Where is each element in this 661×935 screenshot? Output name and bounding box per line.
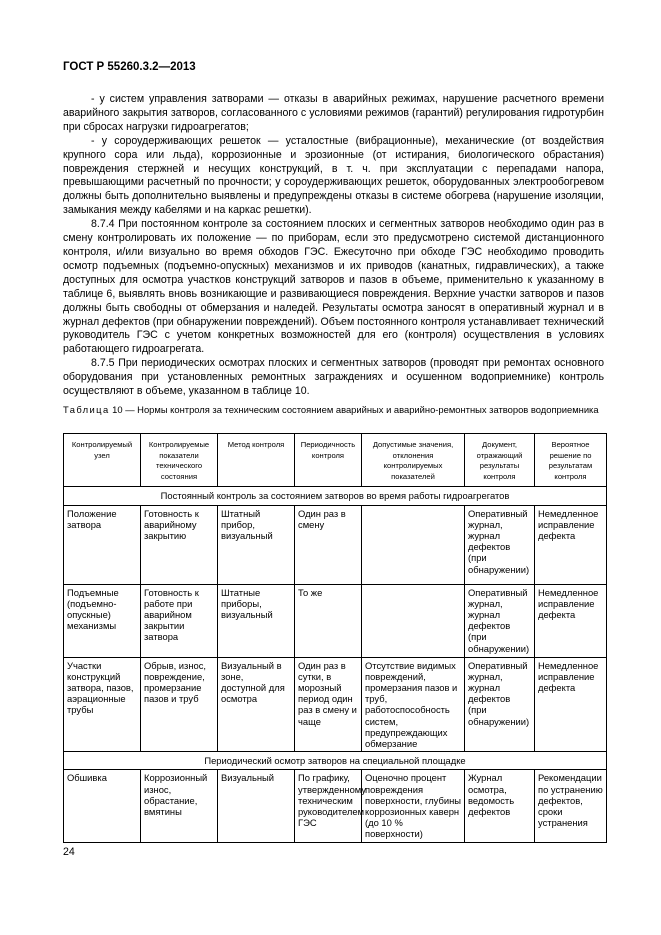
- table-row: [64, 584, 607, 657]
- table-row: [64, 770, 607, 843]
- table-caption-text: 10 — Нормы контроля за техническим состоянием аварийных и аварийно-ремонтных затворов водоприемника: [112, 404, 599, 415]
- paragraph: - у систем управления затворами — отказы в аварийных режимах, нарушение расчетного времени аварийного закрытия затворов, согласованного с условиями режимов (гарантий) регулирования гидротурбин при сбросах нагрузки гидроагрегатов;: [63, 93, 604, 133]
- table-cell: Немедленное исправление дефекта: [535, 657, 607, 752]
- table-cell: Журнал осмотра, ведомость дефектов: [465, 770, 535, 843]
- header-cell: Периодичность контроля: [295, 434, 362, 487]
- table-cell: Визуальный: [218, 770, 295, 843]
- header-cell: Допустимые значения, отклонения контролируемых показателей: [362, 434, 465, 487]
- page-number: 24: [63, 846, 75, 858]
- header-cell: Контролируемый узел: [64, 434, 141, 487]
- table-row: [64, 657, 607, 752]
- table-cell: [362, 505, 465, 584]
- table-caption-label: Таблица: [63, 404, 110, 415]
- table-caption: [63, 404, 606, 416]
- section-title: Периодический осмотр затворов на специальной площадке: [64, 752, 607, 770]
- section-row: [64, 752, 607, 770]
- document-code: ГОСТ Р 55260.3.2—2013: [63, 61, 196, 73]
- table-cell: По графику, утвержденному техническим руководителем ГЭС: [295, 770, 362, 843]
- table-cell: Немедленное исправление дефекта: [535, 505, 607, 584]
- table-cell: Готовность к работе при аварийном закрытии затвора: [141, 584, 218, 657]
- table-header-row: [64, 434, 607, 487]
- header-cell: Метод контроля: [218, 434, 295, 487]
- table-cell: Немедленное исправление дефекта: [535, 584, 607, 657]
- table-cell: Обшивка: [64, 770, 141, 843]
- table-row: [64, 505, 607, 584]
- control-norms-table: [63, 433, 607, 843]
- table-cell: Штатные приборы, визуальный: [218, 584, 295, 657]
- paragraph: 8.7.4 При постоянном контроле за состоянием плоских и сегментных затворов необходимо один раз в смену контролировать их положение — по приборам, если это предусмотрено системой дистанционного контроля, и/или визуально во время обходов ГЭС. Ежесуточно при обходе ГЭС необходимо проводить осмотр подъемных (подъемно-опускных) механизмов и их приводов (канатных, гидравлических), а также доступных для осмотра участков конструкций затворов и пазов в объеме, применительно к указанному в таблице 6, выявлять вновь возникающие и развивающиеся повреждения. Верхние участки затворов и пазов должны быть свободны от обмерзания и наледей. Результаты осмотра заносят в оперативный журнал и в журнал дефектов (при обнаружении повреждений). Объем постоянного контроля устанавливает технический руководитель ГЭС с учетом конкретных возможностей для его (контроля) осуществления в условиях работающего гидроагрегата.: [63, 218, 604, 356]
- table-cell: Один раз в смену: [295, 505, 362, 584]
- table-cell: Отсутствие видимых повреждений, промерзания пазов и труб, работоспособность систем, предупреждающих обмерзание: [362, 657, 465, 752]
- table-cell: Штатный прибор, визуальный: [218, 505, 295, 584]
- paragraph: 8.7.5 При периодических осмотрах плоских и сегментных затворов (проводят при ремонтах основного оборудования при установленных ремонтных заграждениях и осушенном водоприемнике) контроль осуществляют в объеме, указанном в таблице 10.: [63, 357, 604, 398]
- table-cell: Оперативный журнал, журнал дефектов (при обнаружении): [465, 505, 535, 584]
- table-cell: Визуальный в зоне, доступной для осмотра: [218, 657, 295, 752]
- paragraph: - у сороудерживающих решеток — усталостные (вибрационные), механические (от воздействия крупного сора или льда), коррозионные и эрозионные (от истирания, биологического обрастания) повреждения стержней и несущих конструкций, в т. ч. при эксплуатации с перепадами напора, превышающими расчетный по прочности; у сороудерживающих решеток, оборудованных электрообогревом должны быть дополнительно выявлены и предупреждены отказы в системе обогрева (нарушение изоляции, замыкания между кабелями и на каркас решетки).: [63, 134, 604, 217]
- table-cell: Обрыв, износ, повреждение, промерзание пазов и труб: [141, 657, 218, 752]
- section-title: Постоянный контроль за состоянием затворов во время работы гидроагрегатов: [64, 487, 607, 505]
- table-cell: Подъемные (подъемно-опускные) механизмы: [64, 584, 141, 657]
- table-cell: Оперативный журнал, журнал дефектов (при обнаружении): [465, 657, 535, 752]
- header-cell: Документ, отражающий результаты контроля: [465, 434, 535, 487]
- table-cell: То же: [295, 584, 362, 657]
- header-cell: Вероятное решение по результатам контроля: [535, 434, 607, 487]
- table-cell: Один раз в сутки, в морозный период один раз в смену и чаще: [295, 657, 362, 752]
- table-cell: Оперативный журнал, журнал дефектов (при обнаружении): [465, 584, 535, 657]
- table-cell: Участки конструкций затвора, пазов, аэрационные трубы: [64, 657, 141, 752]
- table-cell: [362, 584, 465, 657]
- table-cell: Готовность к аварийному закрытию: [141, 505, 218, 584]
- table-cell: Оценочно процент повреждения поверхности, глубины коррозионных каверн (до 10 % поверхности): [362, 770, 465, 843]
- table-cell: Коррозионный износ, обрастание, вмятины: [141, 770, 218, 843]
- table-cell: Рекомендации по устранению дефектов, сроки устранения: [535, 770, 607, 843]
- header-cell: Контролируемые показатели технического состояния: [141, 434, 218, 487]
- section-row: [64, 487, 607, 505]
- table-cell: Положение затвора: [64, 505, 141, 584]
- body-text: [63, 93, 604, 399]
